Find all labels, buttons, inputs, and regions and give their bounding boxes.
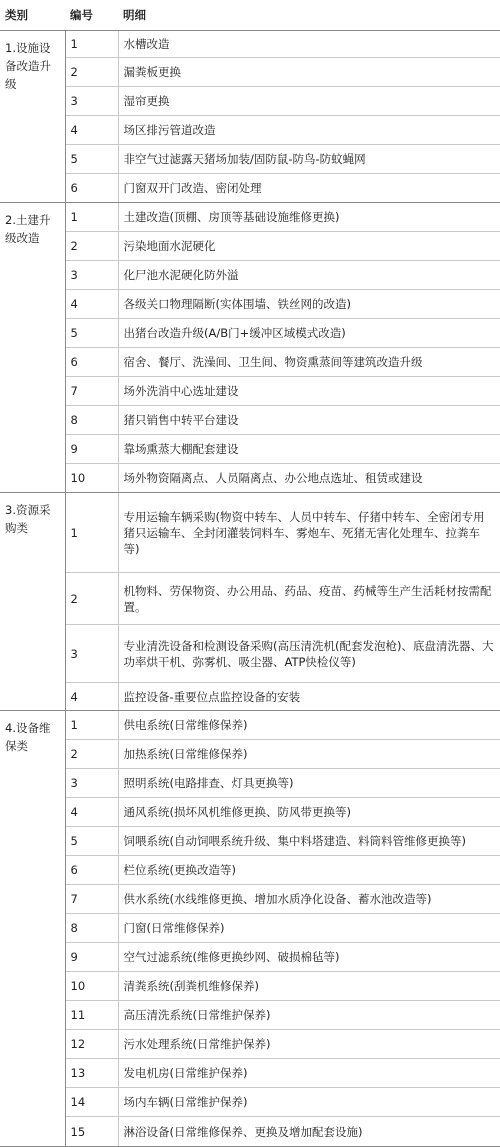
table-body: [0, 31, 500, 1147]
number-cell: 12: [65, 1030, 118, 1059]
detail-cell: 漏粪板更换: [118, 58, 500, 87]
number-cell: 3: [65, 769, 118, 798]
table-row: [0, 203, 500, 232]
number-cell: 5: [65, 319, 118, 348]
table-row: [0, 740, 500, 769]
detail-cell: 污水处理系统(日常维护保养): [118, 1030, 500, 1059]
number-cell: 5: [65, 145, 118, 174]
table-row: [0, 972, 500, 1001]
table-row: [0, 493, 500, 573]
detail-cell: 水槽改造: [118, 31, 500, 58]
number-cell: 10: [65, 972, 118, 1001]
table-row: [0, 290, 500, 319]
number-cell: 1: [65, 711, 118, 740]
table-row: [0, 87, 500, 116]
detail-cell: 猪只销售中转平台建设: [118, 406, 500, 435]
number-cell: 4: [65, 683, 118, 711]
header-detail: 明细: [118, 0, 500, 31]
number-cell: 7: [65, 377, 118, 406]
number-cell: 5: [65, 827, 118, 856]
detail-cell: 清粪系统(刮粪机维修保养): [118, 972, 500, 1001]
table-row: [0, 145, 500, 174]
table-row: [0, 625, 500, 683]
number-cell: 6: [65, 348, 118, 377]
detail-cell: 高压清洗系统(日常维护保养): [118, 1001, 500, 1030]
detail-cell: 污染地面水泥硬化: [118, 232, 500, 261]
detail-cell: 非空气过滤露天猪场加装/固防鼠-防鸟-防蚊蝇网: [118, 145, 500, 174]
header-category: 类别: [0, 0, 65, 31]
detail-cell: 通风系统(损坏风机维修更换、防风带更换等): [118, 798, 500, 827]
detail-cell: 空气过滤系统(维修更换纱网、破损棉毡等): [118, 943, 500, 972]
table-header: [0, 0, 500, 31]
number-cell: 7: [65, 885, 118, 914]
detail-cell: 照明系统(电路排查、灯具更换等): [118, 769, 500, 798]
detail-cell: 供水系统(水线维修更换、增加水质净化设备、蓄水池改造等): [118, 885, 500, 914]
number-cell: 6: [65, 174, 118, 203]
number-cell: 6: [65, 856, 118, 885]
detail-cell: 场区排污管道改造: [118, 116, 500, 145]
detail-cell: 土建改造(顶棚、房顶等基础设施维修更换): [118, 203, 500, 232]
number-cell: 4: [65, 116, 118, 145]
detail-cell: 栏位系统(更换改造等): [118, 856, 500, 885]
category-cell: 4.设备维保类: [0, 711, 65, 1147]
number-cell: 3: [65, 87, 118, 116]
table-row: [0, 856, 500, 885]
table-row: [0, 1059, 500, 1088]
detail-cell: 场外洗消中心选址建设: [118, 377, 500, 406]
number-cell: 11: [65, 1001, 118, 1030]
detail-cell: 门窗(日常维修保养): [118, 914, 500, 943]
table-row: [0, 377, 500, 406]
table-row: [0, 683, 500, 711]
detail-cell: 场内车辆(日常维护保养): [118, 1088, 500, 1117]
detail-cell: 门窗双开门改造、密闭处理: [118, 174, 500, 203]
table-row: [0, 1030, 500, 1059]
table-row: [0, 232, 500, 261]
table-row: [0, 943, 500, 972]
category-cell: 1.设施设备改造升级: [0, 31, 65, 203]
detail-cell: 供电系统(日常维修保养): [118, 711, 500, 740]
detail-cell: 各级关口物理隔断(实体围墙、铁丝网的改造): [118, 290, 500, 319]
number-cell: 9: [65, 943, 118, 972]
number-cell: 15: [65, 1117, 118, 1147]
number-cell: 10: [65, 464, 118, 493]
table-row: [0, 31, 500, 58]
table-row: [0, 711, 500, 740]
number-cell: 9: [65, 435, 118, 464]
detail-cell: 淋浴设备(日常维修保养、更换及增加配套设施): [118, 1117, 500, 1147]
detail-cell: 饲喂系统(自动饲喂系统升级、集中料塔建造、料筒料管维修更换等): [118, 827, 500, 856]
table-row: [0, 885, 500, 914]
table-row: [0, 827, 500, 856]
number-cell: 14: [65, 1088, 118, 1117]
number-cell: 2: [65, 232, 118, 261]
table-row: [0, 769, 500, 798]
detail-cell: 机物料、劳保物资、办公用品、药品、疫苗、药械等生产生活耗材按需配置。: [118, 573, 500, 625]
table-row: [0, 914, 500, 943]
detail-cell: 加热系统(日常维修保养): [118, 740, 500, 769]
number-cell: 2: [65, 740, 118, 769]
detail-cell: 化尸池水泥硬化防外溢: [118, 261, 500, 290]
detail-cell: 湿帘更换: [118, 87, 500, 116]
detail-cell: 专业清洗设备和检测设备采购(高压清洗机(配套发泡枪)、底盘清洗器、大功率烘干机、弥雾机、吸尘器、ATP快检仪等): [118, 625, 500, 683]
table-row: [0, 435, 500, 464]
number-cell: 4: [65, 798, 118, 827]
number-cell: 2: [65, 58, 118, 87]
table-row: [0, 1001, 500, 1030]
detail-cell: 监控设备-重要位点监控设备的安装: [118, 683, 500, 711]
number-cell: 8: [65, 406, 118, 435]
table-row: [0, 348, 500, 377]
header-number: 编号: [65, 0, 118, 31]
table-row: [0, 116, 500, 145]
number-cell: 3: [65, 625, 118, 683]
number-cell: 1: [65, 493, 118, 573]
detail-cell: 场外物资隔离点、人员隔离点、办公地点选址、租赁或建设: [118, 464, 500, 493]
table-row: [0, 319, 500, 348]
table-row: [0, 174, 500, 203]
number-cell: 8: [65, 914, 118, 943]
number-cell: 4: [65, 290, 118, 319]
table-row: [0, 406, 500, 435]
table-row: [0, 261, 500, 290]
category-cell: 3.资源采购类: [0, 493, 65, 711]
number-cell: 2: [65, 573, 118, 625]
table-row: [0, 1117, 500, 1147]
table-row: [0, 1088, 500, 1117]
detail-cell: 专用运输车辆采购(物资中转车、人员中转车、仔猪中转车、全密闭专用猪只运输车、全封闭灌装饲料车、雾炮车、死猪无害化处理车、拉粪车等): [118, 493, 500, 573]
detail-cell: 宿舍、餐厅、洗澡间、卫生间、物资熏蒸间等建筑改造升级: [118, 348, 500, 377]
number-cell: 3: [65, 261, 118, 290]
detail-cell: 靠场熏蒸大棚配套建设: [118, 435, 500, 464]
category-cell: 2.土建升级改造: [0, 203, 65, 493]
number-cell: 13: [65, 1059, 118, 1088]
detail-cell: 出猪台改造升级(A/B门+缓冲区域模式改造): [118, 319, 500, 348]
table-row: [0, 58, 500, 87]
number-cell: 1: [65, 31, 118, 58]
table-row: [0, 573, 500, 625]
table-row: [0, 464, 500, 493]
detail-cell: 发电机房(日常维护保养): [118, 1059, 500, 1088]
table-row: [0, 798, 500, 827]
number-cell: 1: [65, 203, 118, 232]
